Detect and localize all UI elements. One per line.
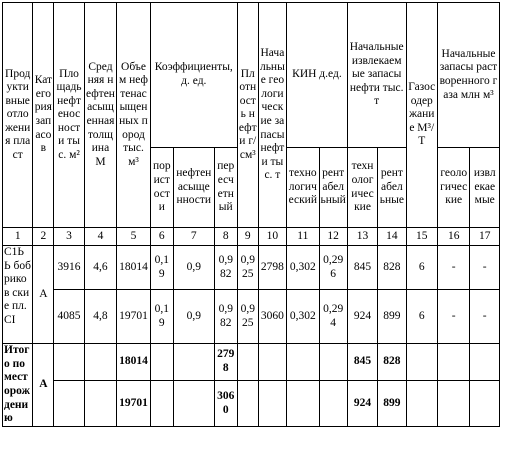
column-number: 11: [287, 228, 319, 246]
empty-cell: [84, 344, 116, 381]
header-reserve-category: Категория запасов: [33, 3, 54, 228]
header-rec-tech: технологические: [347, 148, 377, 228]
total-row-2: [3, 381, 500, 427]
density-value: 0,925: [237, 246, 258, 290]
header-productive-deposits: Продуктивные отложения пласт: [3, 3, 33, 228]
reserve-category: А: [33, 246, 54, 344]
data-row-2: [3, 290, 500, 344]
thickness-value: 4,6: [84, 246, 116, 290]
column-number-row: [3, 228, 500, 246]
empty-cell: [237, 344, 258, 381]
total-rec-tech-value: 924: [347, 381, 377, 427]
gas-content-value: 6: [406, 246, 437, 290]
rec-econ-value: 899: [378, 290, 406, 344]
header-porosity: пористости: [150, 148, 173, 228]
rec-econ-value: 828: [378, 246, 406, 290]
porosity-value: 0,19: [150, 246, 173, 290]
column-number: 12: [319, 228, 347, 246]
empty-cell: [150, 381, 173, 427]
empty-cell: [258, 344, 286, 381]
column-number: 9: [237, 228, 258, 246]
empty-cell: [173, 381, 214, 427]
column-number: 3: [54, 228, 84, 246]
header-oil-saturation: нефтенасыщенности: [173, 148, 214, 228]
header-kin: КИН д.ед.: [287, 3, 348, 148]
column-number: 16: [437, 228, 469, 246]
gas-content-value: 6: [406, 290, 437, 344]
empty-cell: [437, 344, 469, 381]
total-category: А: [33, 344, 54, 427]
kin-econ-value: 0,294: [319, 290, 347, 344]
empty-cell: [287, 344, 319, 381]
total-volume-value: 19701: [117, 381, 151, 427]
header-kin-tech: технологический: [287, 148, 319, 228]
column-number: 15: [406, 228, 437, 246]
gas-geo-value: -: [437, 290, 469, 344]
header-volume: Объем нефтенасыщенных пород тыс. м³: [117, 3, 151, 228]
header-dissolved-gas: Начальные запасы растворенного газа млн м³: [437, 3, 499, 148]
thickness-value: 4,8: [84, 290, 116, 344]
total-row-1: [3, 344, 500, 381]
total-volume-value: 18014: [117, 344, 151, 381]
empty-cell: [287, 381, 319, 427]
volume-value: 19701: [117, 290, 151, 344]
gas-rec-value: -: [470, 290, 500, 344]
column-number: 4: [84, 228, 116, 246]
kin-tech-value: 0,302: [287, 246, 319, 290]
header-kin-econ: рентабельный: [319, 148, 347, 228]
column-number: 14: [378, 228, 406, 246]
gas-rec-value: -: [470, 246, 500, 290]
header-gas-geo: геологические: [437, 148, 469, 228]
empty-cell: [319, 344, 347, 381]
geo-reserves-value: 3060: [258, 290, 286, 344]
column-number: 10: [258, 228, 286, 246]
column-number: 6: [150, 228, 173, 246]
column-number: 1: [3, 228, 33, 246]
empty-cell: [150, 344, 173, 381]
saturation-value: 0,9: [173, 246, 214, 290]
column-number: 13: [347, 228, 377, 246]
kin-tech-value: 0,302: [287, 290, 319, 344]
recalc-value: 0,982: [214, 290, 237, 344]
header-coefficients: Коэффициенты, д. ед.: [150, 3, 237, 148]
empty-cell: [84, 381, 116, 427]
empty-cell: [237, 381, 258, 427]
total-rec-econ-value: 828: [378, 344, 406, 381]
column-number: 5: [117, 228, 151, 246]
rec-tech-value: 845: [347, 246, 377, 290]
column-number: 8: [214, 228, 237, 246]
data-row-1: [3, 246, 500, 290]
empty-cell: [54, 344, 84, 381]
column-number: 7: [173, 228, 214, 246]
kin-econ-value: 0,296: [319, 246, 347, 290]
area-value: 3916: [54, 246, 84, 290]
total-recalc-value: 2798: [214, 344, 237, 381]
header-density: Плотность нефти г/см³: [237, 3, 258, 228]
total-rec-tech-value: 845: [347, 344, 377, 381]
empty-cell: [173, 344, 214, 381]
header-initial-recoverable: Начальные извлекаемые запасы нефти тыс.т: [347, 3, 406, 148]
header-row-1: [3, 3, 500, 148]
empty-cell: [54, 381, 84, 427]
empty-cell: [437, 381, 469, 427]
empty-cell: [258, 381, 286, 427]
header-recalc: пересчетный: [214, 148, 237, 228]
header-gas-rec: извлекаемые: [470, 148, 500, 228]
geo-reserves-value: 2798: [258, 246, 286, 290]
header-avg-thickness: Средняя нефтенасыщенная толщина М: [84, 3, 116, 228]
total-label: Итого по месторождению: [3, 344, 33, 427]
total-rec-econ-value: 899: [378, 381, 406, 427]
empty-cell: [406, 344, 437, 381]
porosity-value: 0,19: [150, 290, 173, 344]
column-number: 2: [33, 228, 54, 246]
header-rec-econ: рентабельные: [378, 148, 406, 228]
empty-cell: [470, 381, 500, 427]
column-number: 17: [470, 228, 500, 246]
oil-reserves-table: [2, 2, 500, 427]
empty-cell: [470, 344, 500, 381]
empty-cell: [406, 381, 437, 427]
header-initial-geo-reserves: Начальные геологические запасы нефти тыс. т: [258, 3, 286, 228]
density-value: 0,925: [237, 290, 258, 344]
area-value: 4085: [54, 290, 84, 344]
rec-tech-value: 924: [347, 290, 377, 344]
header-gas-content: Газосодержание М³/Т: [406, 3, 437, 228]
formation-name: С1Ь Ь бобриков ские пл. CI: [3, 246, 33, 344]
header-area: Площадь нефтеносности тыс. м²: [54, 3, 84, 228]
saturation-value: 0,9: [173, 290, 214, 344]
total-recalc-value: 3060: [214, 381, 237, 427]
volume-value: 18014: [117, 246, 151, 290]
recalc-value: 0,982: [214, 246, 237, 290]
empty-cell: [319, 381, 347, 427]
gas-geo-value: -: [437, 246, 469, 290]
